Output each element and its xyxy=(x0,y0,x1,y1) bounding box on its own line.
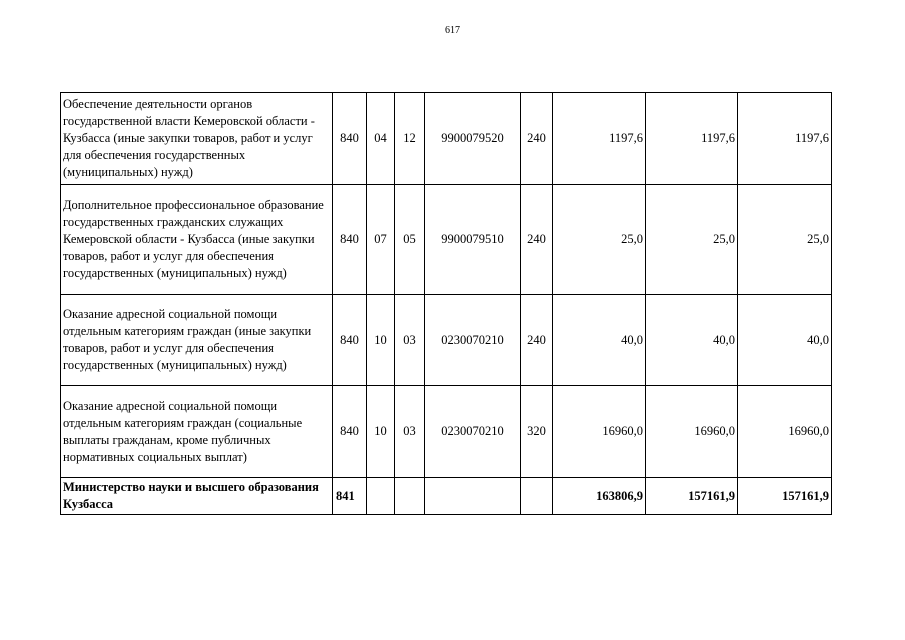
amount-1: 16960,0 xyxy=(553,386,646,478)
target-article-code xyxy=(425,478,521,515)
target-article-code: 0230070210 xyxy=(425,295,521,386)
amount-2: 157161,9 xyxy=(646,478,738,515)
row-name: Обеспечение деятельности органов государственной власти Кемеровской области - Кузбасса (иные закупки товаров, работ и услуг для обеспечения государственных (муниципальных) нужд) xyxy=(61,93,333,185)
page-number: 617 xyxy=(445,25,460,36)
row-name: Оказание адресной социальной помощи отдельным категориям граждан (социальные выплаты гражданам, кроме публичных нормативных социальных выплат) xyxy=(61,386,333,478)
table-row xyxy=(61,185,832,295)
ministry-code: 840 xyxy=(333,93,367,185)
amount-2: 1197,6 xyxy=(646,93,738,185)
ministry-code: 841 xyxy=(333,478,367,515)
target-article-code: 9900079510 xyxy=(425,185,521,295)
section-code xyxy=(367,478,395,515)
amount-1: 40,0 xyxy=(553,295,646,386)
table-row xyxy=(61,386,832,478)
expense-type-code: 240 xyxy=(521,185,553,295)
amount-3: 40,0 xyxy=(738,295,832,386)
target-article-code: 0230070210 xyxy=(425,386,521,478)
expense-type-code: 240 xyxy=(521,93,553,185)
section-code: 07 xyxy=(367,185,395,295)
amount-3: 157161,9 xyxy=(738,478,832,515)
section-code: 10 xyxy=(367,386,395,478)
section-code: 04 xyxy=(367,93,395,185)
row-name: Дополнительное профессиональное образование государственных гражданских служащих Кемеровской области - Кузбасса (иные закупки товаров, работ и услуг для обеспечения государственных (муниципальных) нужд) xyxy=(61,185,333,295)
budget-table xyxy=(60,92,832,515)
amount-2: 25,0 xyxy=(646,185,738,295)
subsection-code xyxy=(395,478,425,515)
amount-3: 1197,6 xyxy=(738,93,832,185)
amount-1: 163806,9 xyxy=(553,478,646,515)
ministry-code: 840 xyxy=(333,295,367,386)
table-row xyxy=(61,93,832,185)
ministry-code: 840 xyxy=(333,185,367,295)
subsection-code: 05 xyxy=(395,185,425,295)
amount-2: 16960,0 xyxy=(646,386,738,478)
section-code: 10 xyxy=(367,295,395,386)
row-name: Оказание адресной социальной помощи отдельным категориям граждан (иные закупки товаров, работ и услуг для обеспечения государственных (муниципальных) нужд) xyxy=(61,295,333,386)
expense-type-code: 240 xyxy=(521,295,553,386)
amount-2: 40,0 xyxy=(646,295,738,386)
expense-type-code: 320 xyxy=(521,386,553,478)
amount-1: 25,0 xyxy=(553,185,646,295)
expense-type-code xyxy=(521,478,553,515)
subsection-code: 12 xyxy=(395,93,425,185)
ministry-code: 840 xyxy=(333,386,367,478)
amount-1: 1197,6 xyxy=(553,93,646,185)
subsection-code: 03 xyxy=(395,386,425,478)
target-article-code: 9900079520 xyxy=(425,93,521,185)
row-name: Министерство науки и высшего образования Кузбасса xyxy=(61,478,333,515)
table-row-ministry-total xyxy=(61,478,832,515)
subsection-code: 03 xyxy=(395,295,425,386)
amount-3: 25,0 xyxy=(738,185,832,295)
table-row xyxy=(61,295,832,386)
amount-3: 16960,0 xyxy=(738,386,832,478)
